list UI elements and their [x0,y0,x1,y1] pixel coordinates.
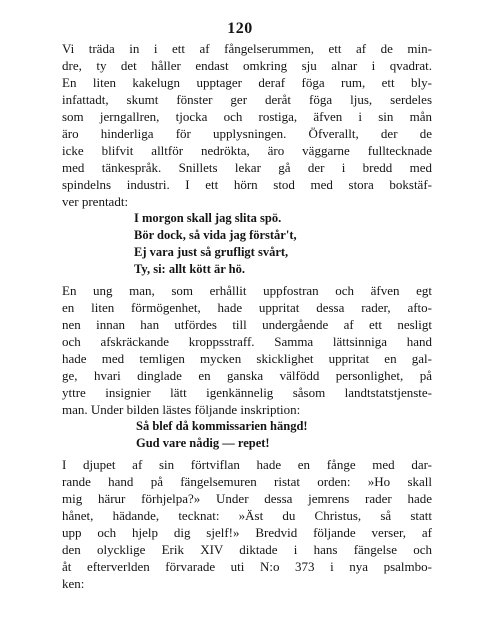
text-line: och afskräckande kroppsstraff. Samma lättsinniga hand [62,334,432,349]
text-line: dre, ty det håller endast omkring sju alnar i qvadrat. [62,58,432,73]
text-line: åt efterverlden förvarade uti N:o 373 i nya psalmbo- [62,559,432,574]
paragraph-1 [62,40,432,210]
text-line: hade med temligen mycken skicklighet uppritat en gal- [62,351,432,366]
text-line: En liten kakelugn upptager deraf föga rum, ett bly- [62,75,432,90]
text-line: nen innan han utfördes till undergående af ett nesligt [62,317,432,332]
text-line: som jerngallren, tjocka och rostiga, äfven i sin mån [62,109,432,124]
text-line: ken: [62,576,85,591]
text-line: infattadt, skumt fönster ger deråt föga ljus, serdeles [62,92,432,107]
text-line: äro hinderliga för upplysningen. Öfverallt, der de [62,126,432,141]
verse-line: I morgon skall jag slita spö. [134,211,282,225]
verse-line: Ej vara just så grufligt svårt, [134,245,289,259]
text-line: mig härur förhjelpa?» Under dessa jemrens rader hade [62,491,432,506]
text-line: icke blifvit alltför nedrökta, äro väggarne fulltecknade [62,143,432,158]
text-line: upp och hjelp dig sjelf!» Bredvid följande verser, af [62,525,432,540]
paragraph-2 [62,282,432,418]
text-line: med tänkespråk. Snillets lekar gå der i bredd med [62,160,432,175]
text-block [62,40,432,592]
text-line: ver prentadt: [62,194,129,209]
text-line: ge, hvari dinglade en ganska välfödd personlighet, på [62,368,432,383]
text-line: hånet, hädande, tecknat: »Äst du Christus, så statt [62,508,432,523]
paragraph-3 [62,456,432,592]
page-number: 120 [227,20,253,37]
text-line: spindelns industri. I ett hörn stod med stora bokstäf- [62,177,432,192]
text-line: yttre insignier lätt igenkännelig såsom landtstatstjenste- [62,385,432,400]
text-line: I djupet af sin förtviflan hade en fånge med dar- [62,457,432,472]
verse-block [62,210,432,278]
text-line: den olycklige Erik XIV diktade i hans fängelse och [62,542,432,557]
text-line: En ung man, som erhållit uppfostran och äfven egt [62,283,432,298]
verse-line: Ty, si: allt kött är hö. [134,262,246,276]
text-line: rande hand på fängelsemuren ristat orden: »Ho skall [62,474,432,489]
inscription-block [62,418,432,452]
inscription-line: Gud vare nådig — repet! [136,436,270,450]
text-line: en liten förmögenhet, hade uppritat dessa rader, afto- [62,300,432,315]
verse-line: Bör dock, så vida jag förstår't, [134,228,297,242]
inscription-line: Så blef då kommissarien hängd! [136,419,308,433]
text-line: man. Under bilden lästes följande inskription: [62,402,301,417]
text-line: Vi träda in i ett af fångelserummen, ett af de min- [62,41,432,56]
